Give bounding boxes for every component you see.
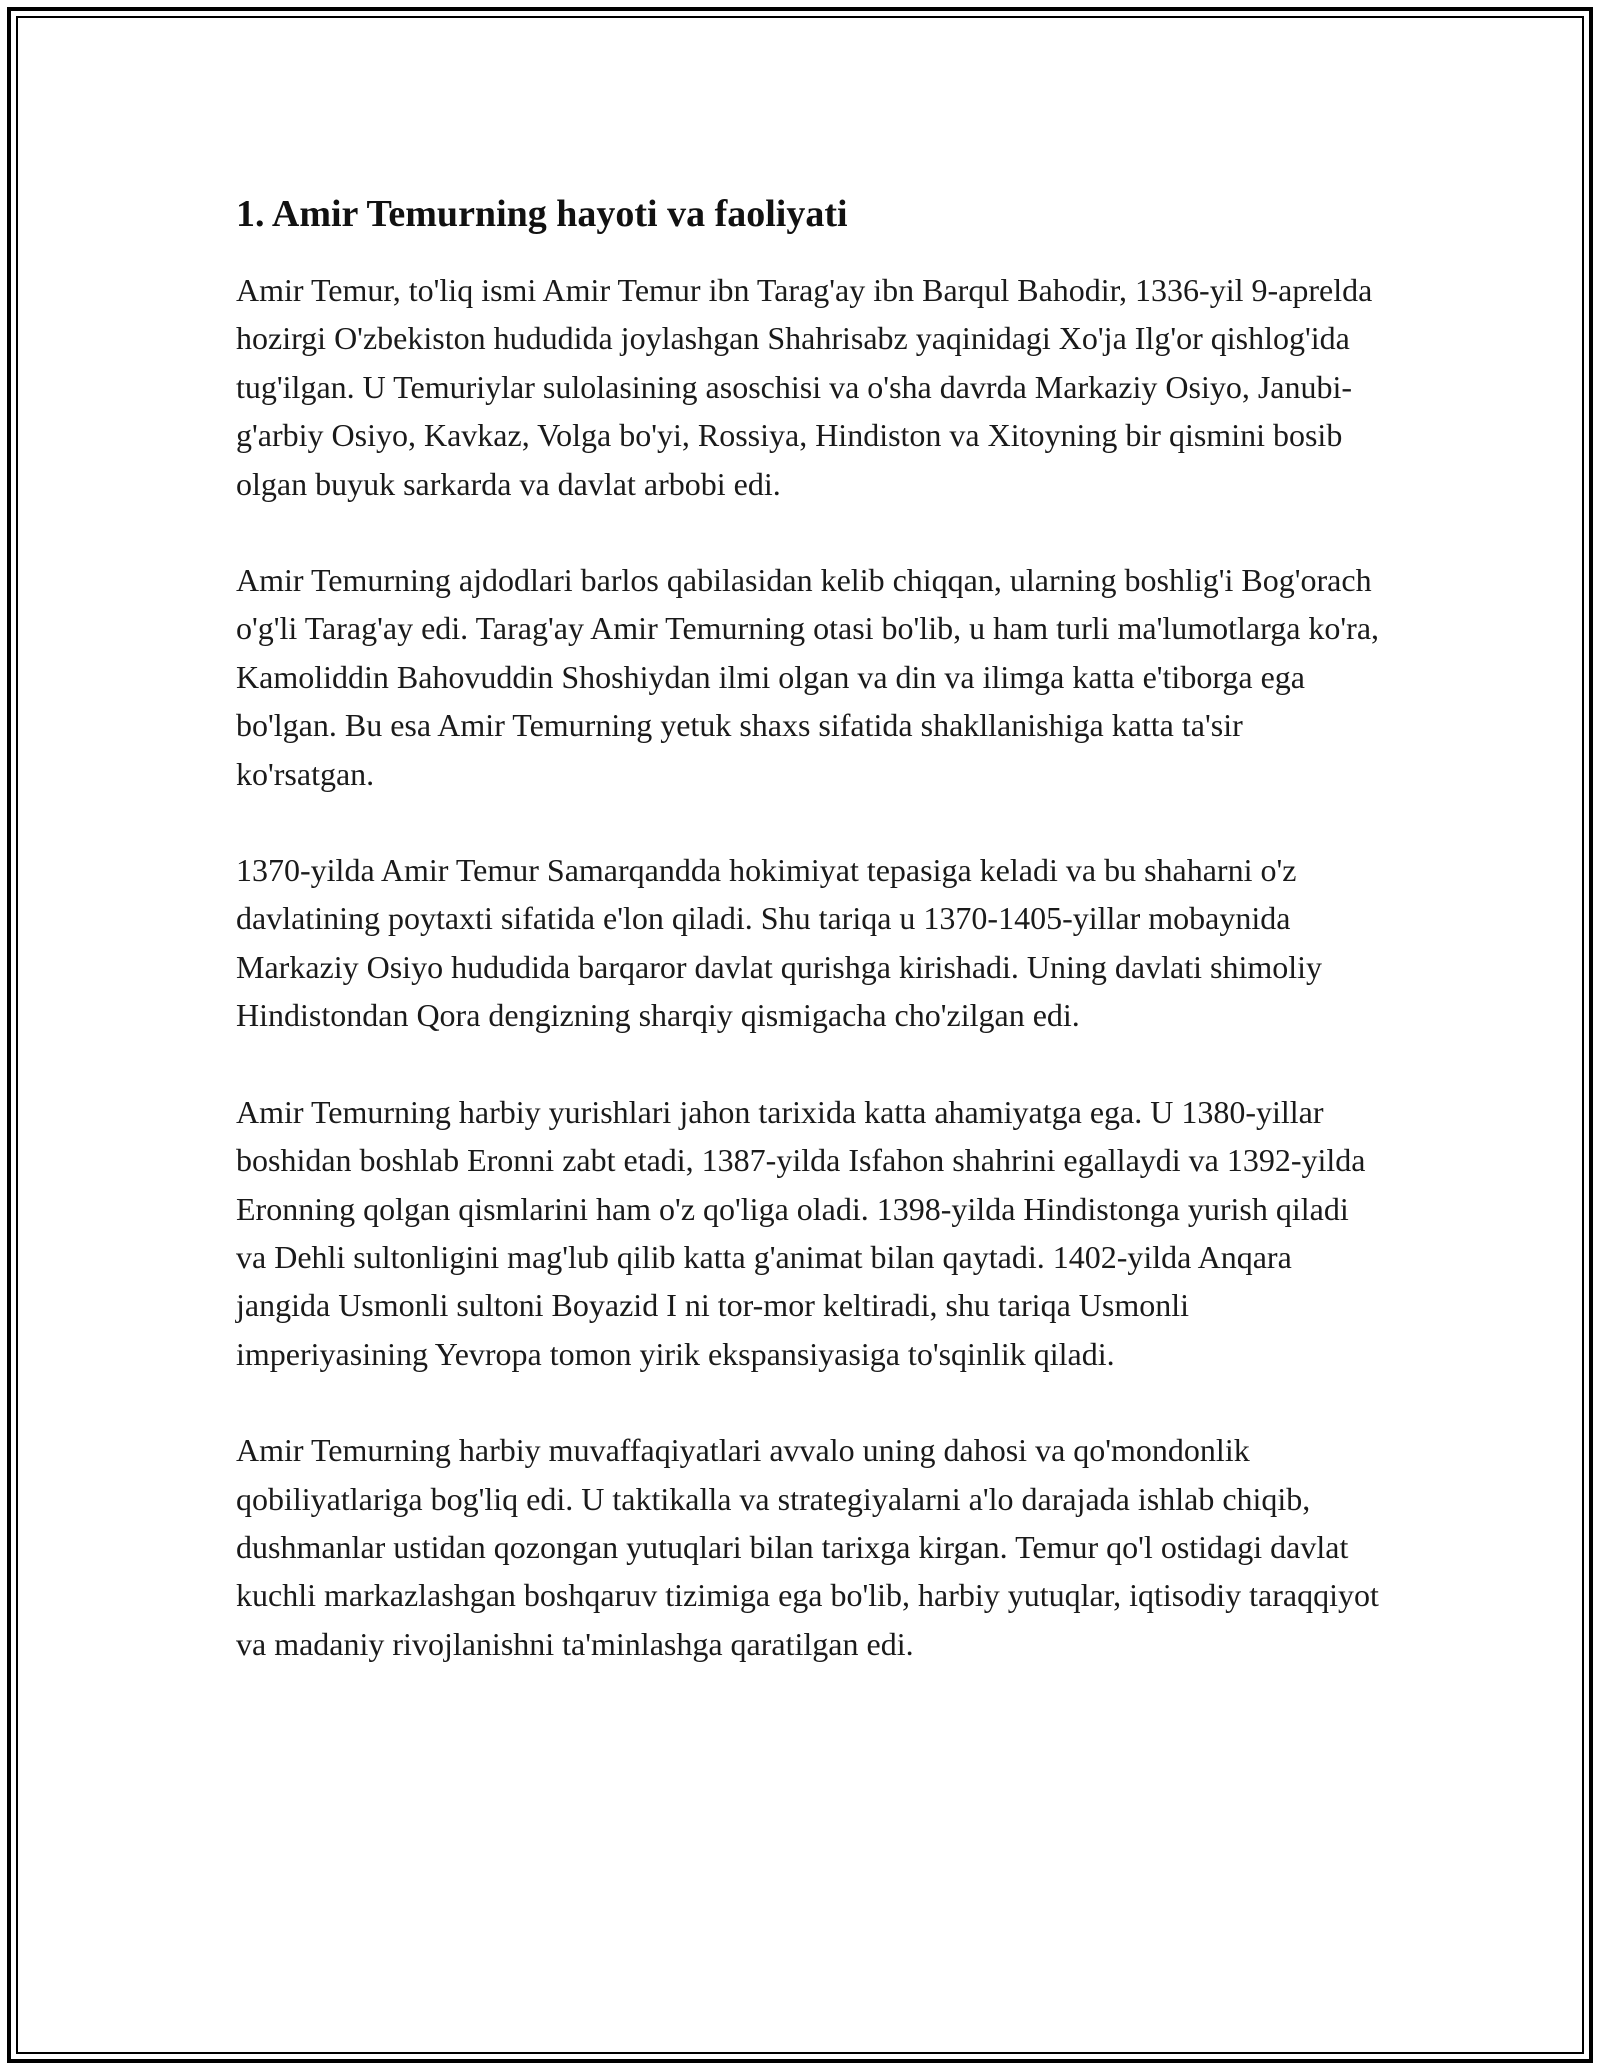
paragraph-1: Amir Temur, to'liq ismi Amir Temur ibn Tarag'ay ibn Barqul Bahodir, 1336-yil 9-aprelda hozirgi O'zbekiston hududida joylashgan Shahrisabz yaqinidagi Xo'ja Ilg'or qishlog'ida tug'ilgan. U Temuriylar sulolasining asoschisi va o'sha davrda Markaziy Osiyo, Janubi-g'arbiy Osiyo, Kavkaz, Volga bo'yi, Rossiya, Hindiston va Xitoyning bir qismini bosib olgan buyuk sarkarda va davlat arbobi edi. — [236, 272, 1373, 502]
paragraph-2: Amir Temurning ajdodlari barlos qabilasidan kelib chiqqan, ularning boshlig'i Bog'orach o'g'li Tarag'ay edi. Tarag'ay Amir Temurning otasi bo'lib, u ham turli ma'lumotlarga ko'ra, Kamoliddin Bahovuddin Shoshiydan ilmi olgan va din va ilimga katta e'tiborga ega bo'lgan. Bu esa Amir Temurning yetuk shaxs sifatida shakllanishiga katta ta'sir ko'rsatgan. — [236, 562, 1380, 792]
section-heading: 1. Amir Temurning hayoti va faoliyati — [236, 193, 848, 235]
paragraph-5: Amir Temurning harbiy muvaffaqiyatlari avvalo uning dahosi va qo'mondonlik qobiliyatlariga bog'liq edi. U taktikalla va strategiyalarni a'lo darajada ishlab chiqib, dushmanlar ustidan qozongan yutuqlari bilan tarixga kirgan. Temur qo'l ostidagi davlat kuchli markazlashgan boshqaruv tizimiga ega bo'lib, harbiy yutuqlar, iqtisodiy taraqqiyot va madaniy rivojlanishni ta'minlashga qaratilgan edi. — [236, 1432, 1379, 1662]
document-body — [236, 184, 1386, 1668]
paragraph-4: Amir Temurning harbiy yurishlari jahon tarixida katta ahamiyatga ega. U 1380-yillar boshidan boshlab Eronni zabt etadi, 1387-yilda Isfahon shahrini egallaydi va 1392-yilda Eronning qolgan qismlarini ham o'z qo'liga oladi. 1398-yilda Hindistonga yurish qiladi va Dehli sultonligini mag'lub qilib katta g'animat bilan qaytadi. 1402-yilda Anqara jangida Usmonli sultoni Boyazid I ni tor-mor keltiradi, shu tariqa Usmonli imperiyasining Yevropa tomon yirik ekspansiyasiga to'sqinlik qiladi. — [236, 1093, 1366, 1372]
paragraph-3: 1370-yilda Amir Temur Samarqandda hokimiyat tepasiga keladi va bu shaharni o'z davlatining poytaxti sifatida e'lon qiladi. Shu tariqa u 1370-1405-yillar mobaynida Markaziy Osiyo hududida barqaror davlat qurishga kirishadi. Uning davlati shimoliy Hindistondan Qora dengizning sharqiy qismigacha cho'zilgan edi. — [236, 852, 1322, 1034]
